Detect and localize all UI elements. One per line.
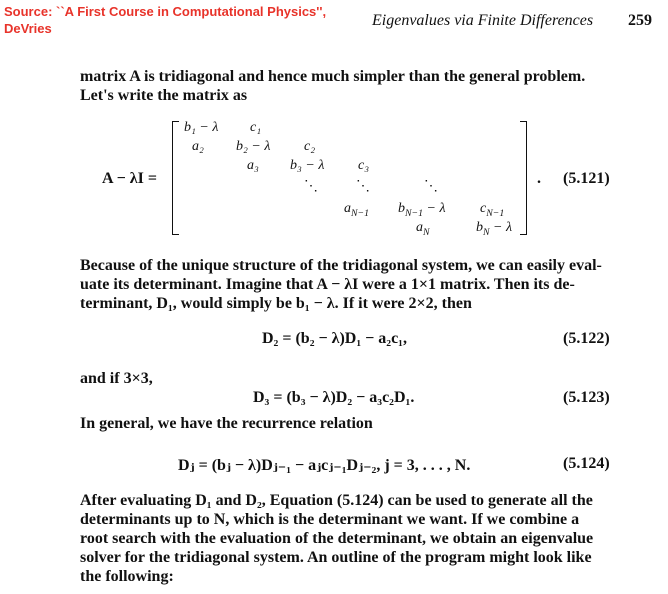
matrix-entry: $c_{N-1}$ <box>480 201 505 219</box>
text-line: After evaluating D₁ and D₂, Equation (5.124) can be used to generate all the <box>80 492 593 509</box>
paragraph-recurrence <box>80 414 610 433</box>
text-line: uate its determinant. Imagine that A − λI were a 1×1 matrix. Then its de- <box>80 276 575 293</box>
paragraph-intro <box>80 67 610 105</box>
paragraph-solver <box>80 491 610 586</box>
text-line: and if 3×3, <box>80 370 153 387</box>
text-line: root search with the evaluation of the determinant, we obtain an eigenvalue <box>80 530 594 547</box>
equation-5-123: D₃ = (b₃ − λ)D₂ − a₃c₂D₁. <box>253 389 415 406</box>
matrix-entry: a₃ <box>247 158 259 173</box>
matrix-entry: c₂ <box>304 139 316 154</box>
text-line: the following: <box>80 568 174 585</box>
text-line: Let's write the matrix as <box>80 87 248 104</box>
matrix-entry: b₃ − λ <box>290 158 325 173</box>
running-title: Eigenvalues via Finite Differences <box>372 12 594 29</box>
text-line: Because of the unique structure of the tridiagonal system, we can easily eval- <box>80 257 602 274</box>
equation-5-122: D₂ = (b₂ − λ)D₁ − a₂c₁, <box>262 330 407 347</box>
matrix-entry: $b_N - \lambda$ <box>476 220 513 238</box>
matrix-entry: $a_N$ <box>416 220 430 238</box>
matrix-dots: ⋱ <box>424 179 438 194</box>
matrix-entry: c₃ <box>358 158 370 173</box>
text-line: matrix A is tridiagonal and hence much simpler than the general problem. <box>80 68 586 85</box>
equation-number: (5.124) <box>563 455 610 472</box>
matrix-entry: $a_{N-1}$ <box>344 201 370 219</box>
paragraph-three <box>80 369 610 388</box>
matrix-end-mark: . <box>537 170 541 187</box>
equation-number: (5.121) <box>563 170 610 187</box>
source-note: Source: ``A First Course in Computational Physics'', DeVries <box>4 4 327 36</box>
left-bracket <box>172 121 179 235</box>
equation-number: (5.123) <box>563 389 610 406</box>
matrix-entry: b₂ − λ <box>236 139 271 154</box>
matrix-lhs: A − λI = <box>102 170 157 187</box>
matrix-dots: ⋱ <box>304 179 318 194</box>
text-line: determinants up to N, which is the determinant we want. If we combine a <box>80 511 580 528</box>
matrix-entry: c₁ <box>250 120 262 135</box>
matrix-dots: ⋱ <box>356 179 370 194</box>
text-line: In general, we have the recurrence relation <box>80 415 373 432</box>
matrix-entry: b₁ − λ <box>184 120 219 135</box>
equation-number: (5.122) <box>563 330 610 347</box>
paragraph-determinant <box>80 256 610 313</box>
right-bracket <box>520 121 527 235</box>
page-number: 259 <box>628 12 652 29</box>
text-line: terminant, D₁, would simply be b₁ − λ. If it were 2×2, then <box>80 295 472 312</box>
matrix-entry: $b_{N-1} - \lambda$ <box>398 201 446 219</box>
equation-5-124: Dⱼ = (bⱼ − λ)Dⱼ₋₁ − aⱼcⱼ₋₁Dⱼ₋₂, j = 3, . . . , N. <box>178 457 471 474</box>
matrix-entry: a₂ <box>192 139 204 154</box>
text-line: solver for the tridiagonal system. An outline of the program might look like <box>80 549 592 566</box>
